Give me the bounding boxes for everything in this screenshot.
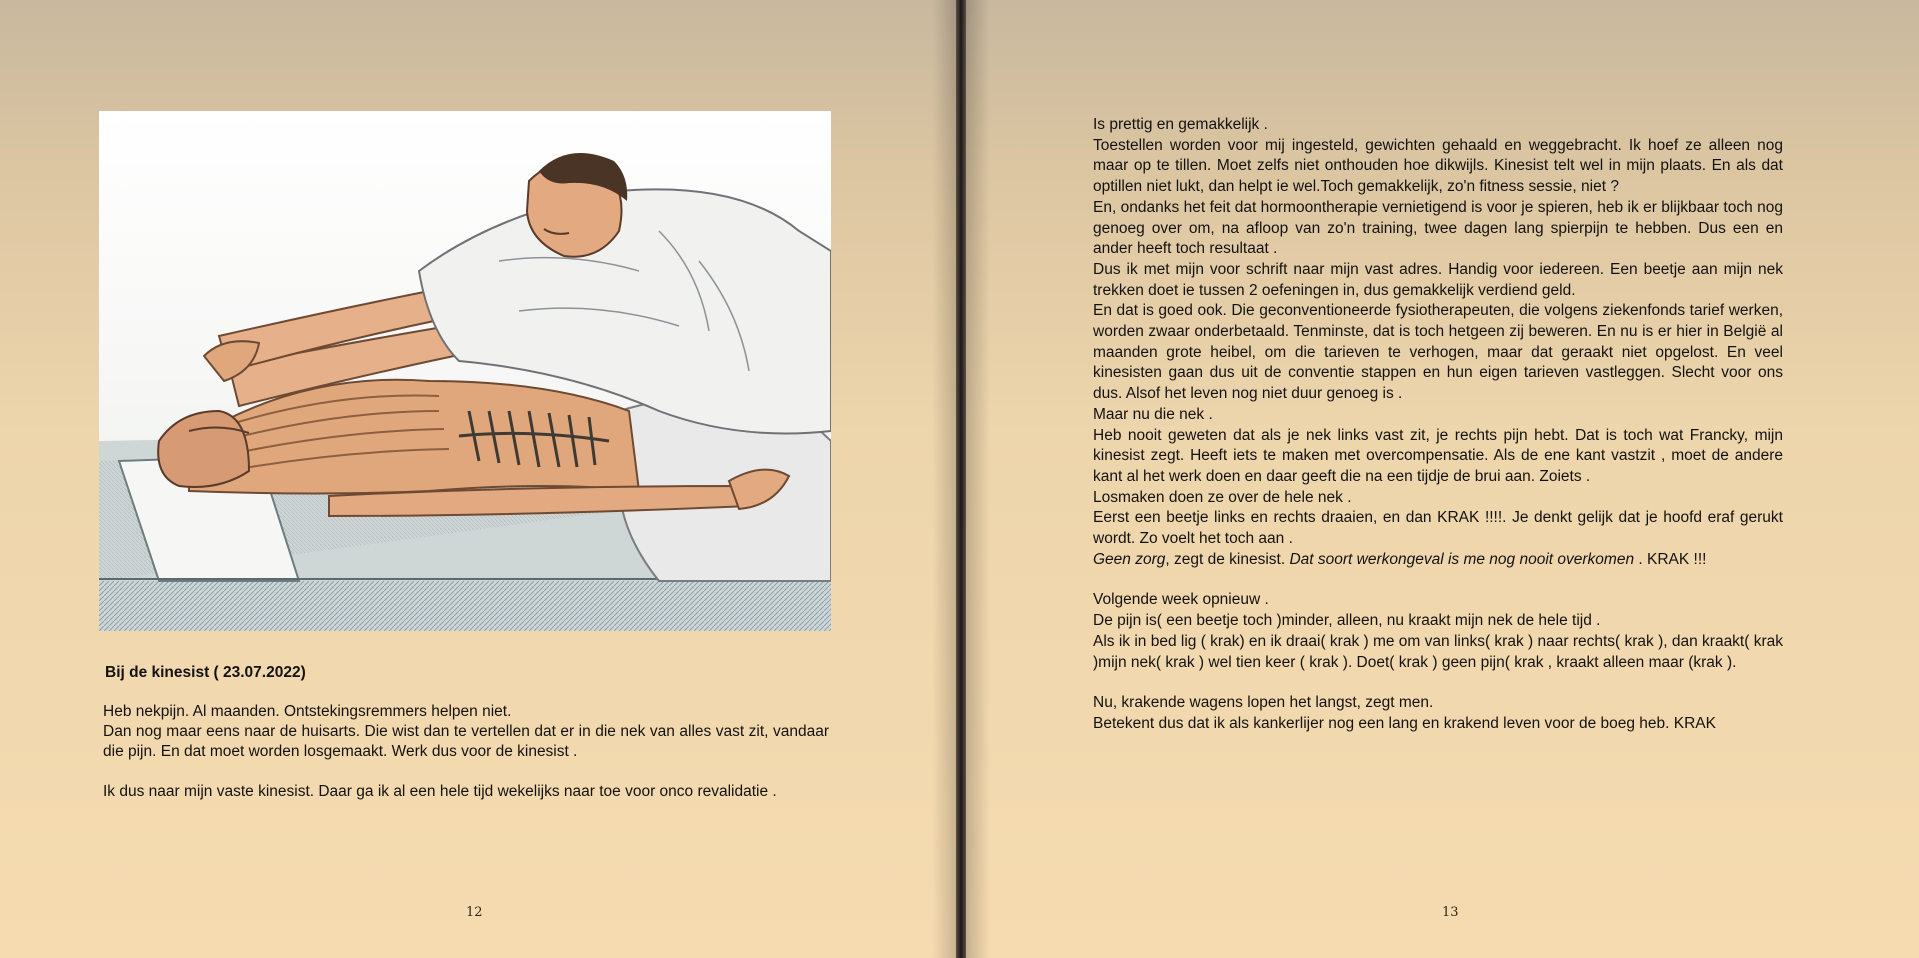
page-number-right: 13 (1442, 905, 1459, 920)
book-spine (956, 0, 966, 958)
paragraph: Als ik in bed lig ( krak) en ik draai( krak ) me om van links( krak ) naar rechts( krak ), dan kraakt( krak )mijn nek( krak ) wel tien keer ( krak ). Doet( krak ) geen pijn( krak , kraakt alleen maar (krak ). (1093, 632, 1783, 671)
quote-text-1: , zegt de kinesist. (1165, 550, 1290, 568)
paragraph: Betekent dus dat ik als kankerlijer nog een lang en krakend leven voor de boeg heb. KRAK (1093, 714, 1716, 732)
paragraph: En dat is goed ook. Die geconventioneerde fysiotherapeuten, die volgens ziekenfonds tarief werken, worden zwaar onderbetaald. Tenminste, dat is toch hetgeen zij beweren. En nu is er hier in België al maanden grote heibel, om die tarieven te verhogen, maar dat geraakt niet opgelost. En veel kinesisten gaan dus uit de conventie stappen en hun eigen tarieven vastleggen. Slecht voor ons dus. Alsof het leven nog niet duur genoeg is . (1093, 302, 1783, 403)
paragraph: Dus ik met mijn voor schrift naar mijn vast adres. Handig voor iedereen. Een beetje aan mijn nek trekken doet ie tussen 2 oefeningen in, dus gemakkelijk verdiend geld. (1093, 260, 1783, 299)
right-page (966, 0, 1919, 958)
left-page-text (103, 702, 829, 802)
left-page (0, 0, 956, 958)
quote-italic-1: Geen zorg (1093, 550, 1166, 568)
text-line: Is prettig en gemakkelijk . (1093, 116, 1268, 133)
quote-text-2: . KRAK !!! (1634, 550, 1707, 568)
quote-italic-2: Dat soort werkongeval is me nog nooit overkomen (1289, 550, 1635, 568)
paragraph: Heb nekpijn. Al maanden. Ontstekingsremmers helpen niet. (103, 703, 512, 720)
chapter-title: Bij de kinesist ( 23.07.2022) (105, 664, 306, 681)
paragraph: Ik dus naar mijn vaste kinesist. Daar ga ik al een hele tijd wekelijks naar toe voor onco revalidatie . (103, 783, 777, 800)
text-line: De pijn is( een beetje toch )minder, alleen, nu kraakt mijn nek de hele tijd . (1093, 612, 1601, 630)
paragraph: Heb nooit geweten dat als je nek links vast zit, je rechts pijn hebt. Dat is toch wat Francky, mijn kinesist zegt. Heeft iets te maken met overcompensatie. Als de ene kant vastzit , moet de andere kant al het werk doen en daar geeft die na een tijdje de brui aan. Zoiets . (1093, 426, 1783, 485)
text-line: Maar nu die nek . (1093, 405, 1213, 423)
cartoon-drawing (99, 111, 831, 631)
right-page-text (1093, 115, 1783, 735)
page-number-left: 12 (466, 905, 483, 920)
paragraph: Eerst een beetje links en rechts draaien, en dan KRAK !!!!. Je denkt gelijk dat je hoofd eraf gerukt wordt. Zo voelt het toch aan . (1093, 509, 1783, 548)
kinesist-cartoon-illustration (99, 111, 831, 631)
paragraph: Dan nog maar eens naar de huisarts. Die wist dan te vertellen dat er in die nek van alles vast zit, vandaar die pijn. En dat moet worden losgemaakt. Werk dus voor de kinesist . (103, 723, 829, 760)
paragraph: Toestellen worden voor mij ingesteld, gewichten gehaald en weggebracht. Ik hoef ze alleen nog maar op te tillen. Moet zelfs niet onthouden hoe dikwijls. Kinesist telt wel in mijn plaats. En als dat optillen niet lukt, dan helpt ie wel.Toch gemakkelijk, zo'n fitness sessie, niet ? (1093, 136, 1783, 196)
text-line: Losmaken doen ze over de hele nek . (1093, 488, 1352, 506)
text-line: Nu, krakende wagens lopen het langst, zegt men. (1093, 694, 1434, 712)
quote-paragraph (1093, 550, 1783, 571)
text-line: Volgende week opnieuw . (1093, 591, 1269, 609)
paragraph: En, ondanks het feit dat hormoontherapie vernietigend is voor je spieren, heb ik er blijkbaar toch nog genoeg over om, na afloop van zo'n training, twee dagen lang spierpijn te hebben. Dus een en ander heeft toch resultaat . (1093, 198, 1783, 258)
